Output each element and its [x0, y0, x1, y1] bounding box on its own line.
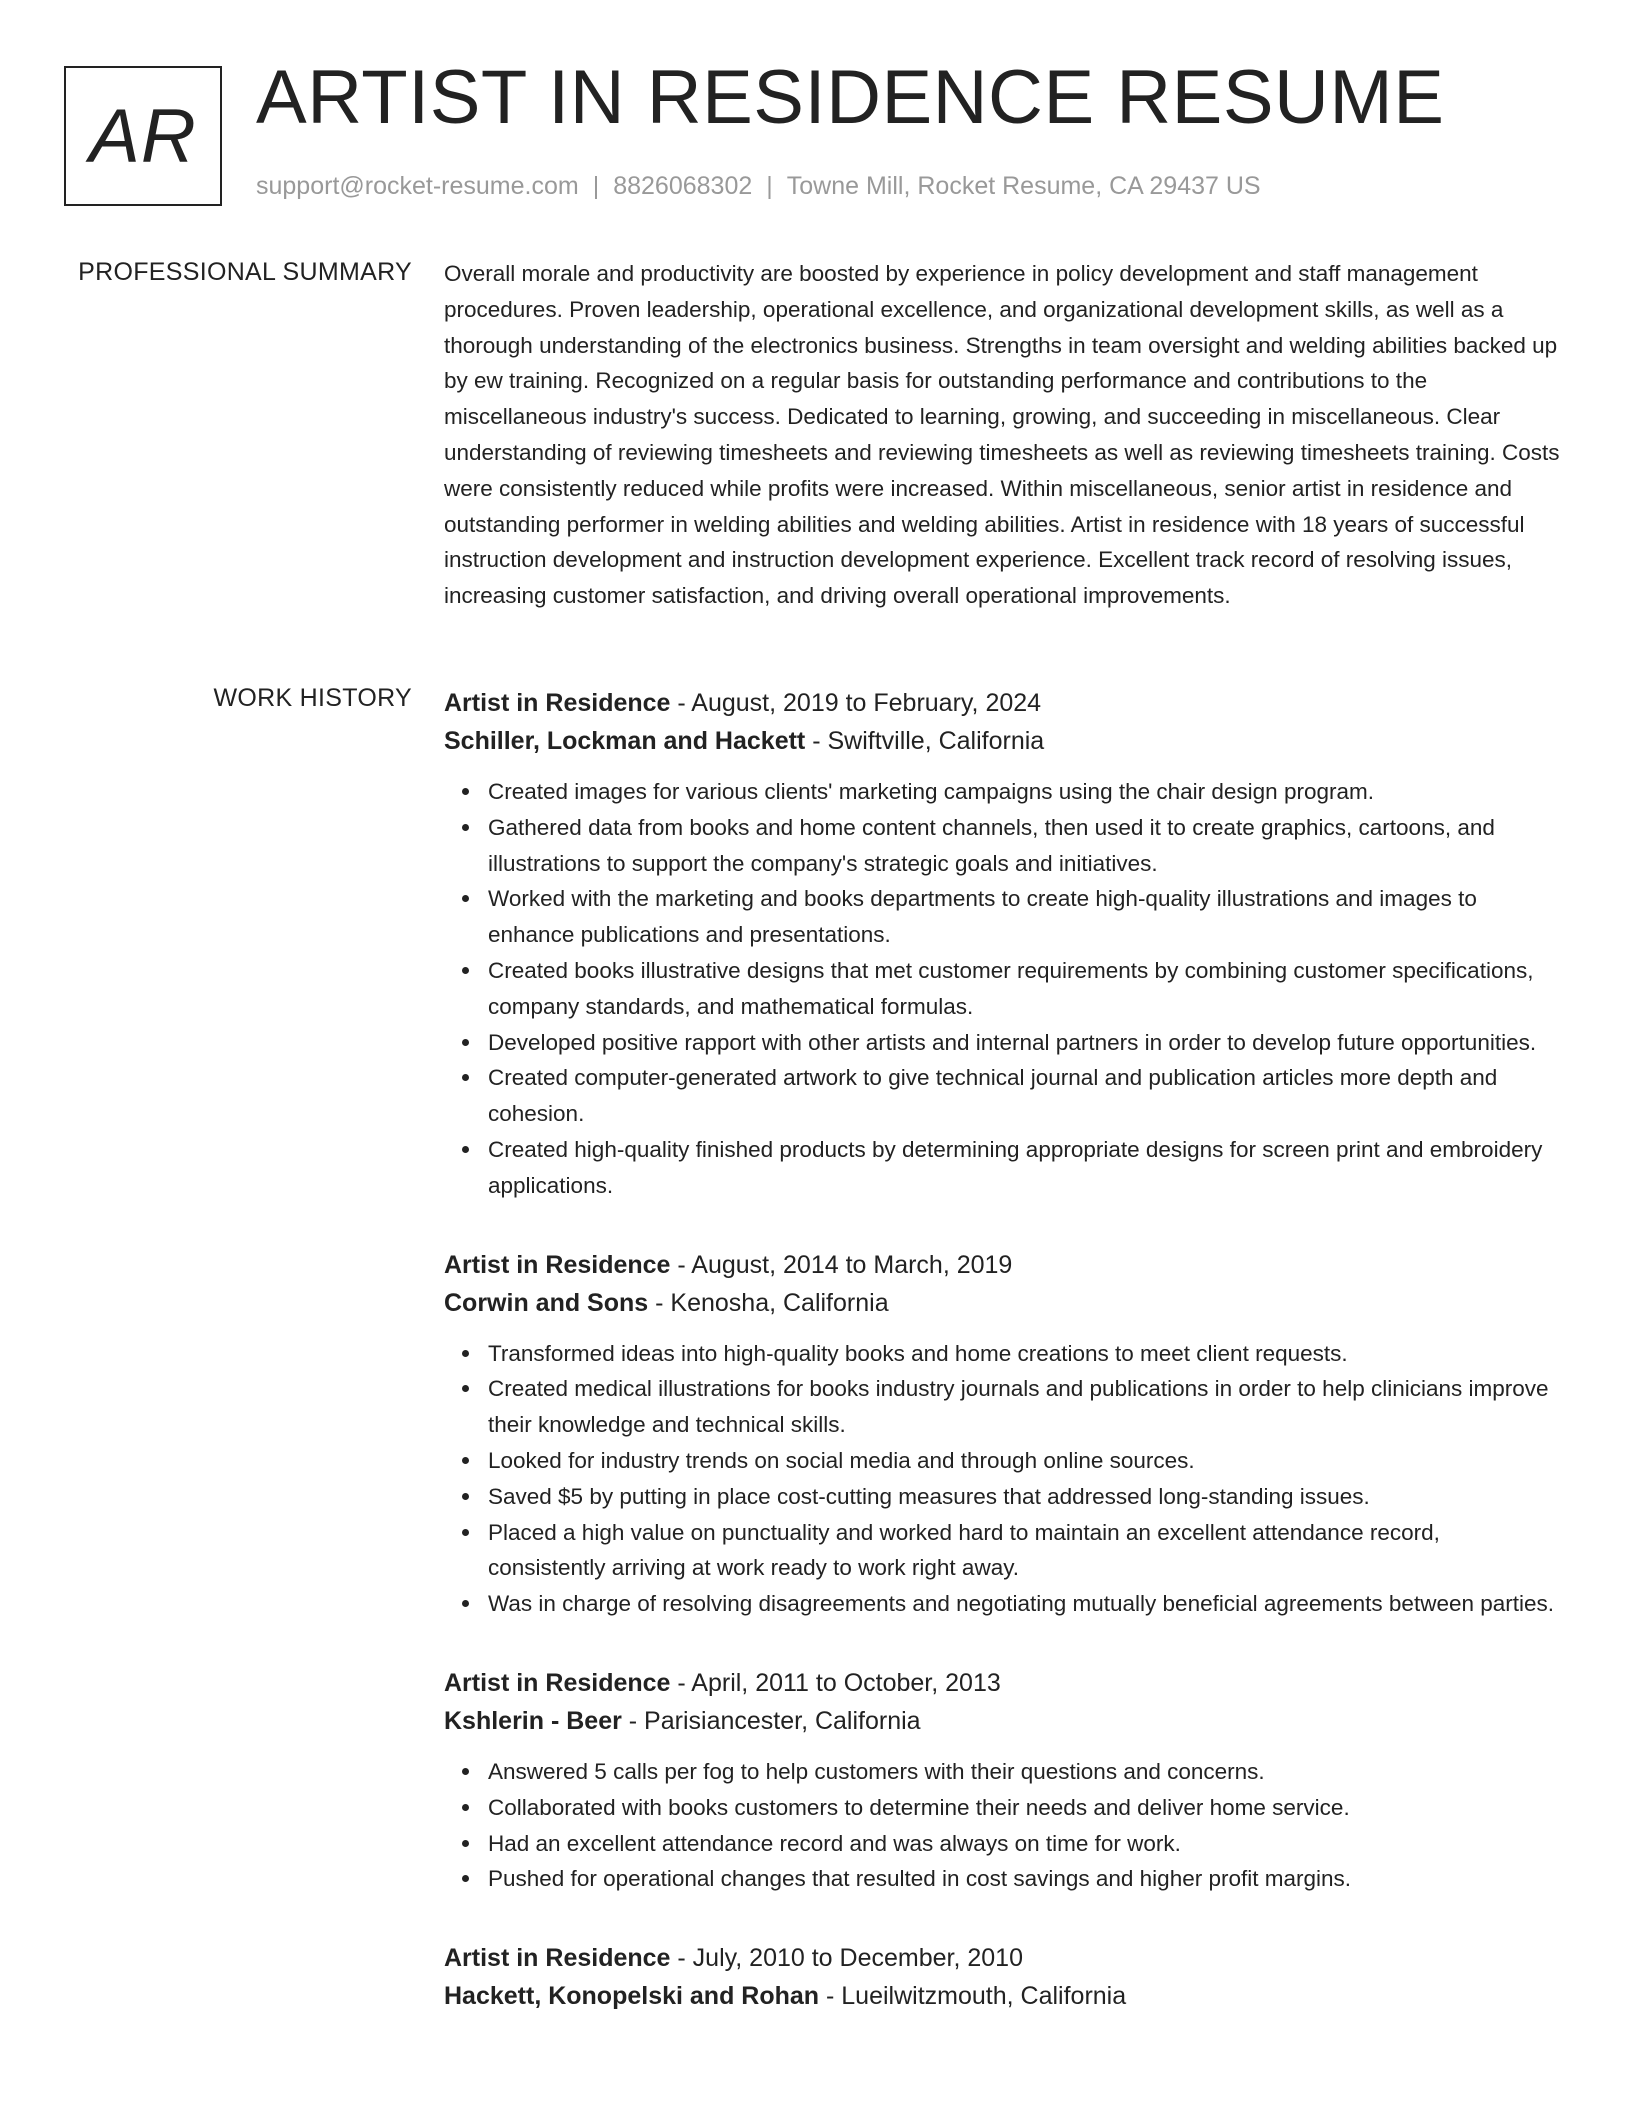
work-history-label: WORK HISTORY — [213, 684, 412, 712]
job-title: Artist in Residence — [444, 1944, 671, 1973]
job-bullet-list — [444, 1754, 1560, 1897]
job-bullet-list — [444, 774, 1560, 1204]
job-company: Hackett, Konopelski and Rohan — [444, 1982, 820, 2011]
monogram-logo: AR — [64, 66, 222, 206]
job-dates: - August, 2019 to February, 2024 — [670, 689, 1042, 717]
job-bullet: Transformed ideas into high-quality books and home creations to meet client requests. — [488, 1336, 1560, 1372]
contact-email[interactable]: support@rocket-resume.com — [256, 172, 579, 200]
contact-line — [256, 172, 1261, 201]
summary-text: Overall morale and productivity are boosted by experience in policy development and staff management procedures. Proven leadership, operational excellence, and organizational development skills, as well as a thorough understanding of the electronics business. Strengths in team oversight and welding abilities backed up by ew training. Recognized on a regular basis for outstanding performance and contributions to the miscellaneous industry's success. Dedicated to learning, growing, and succeeding in miscellaneous. Clear understanding of reviewing timesheets and reviewing timesheets as well as reviewing timesheets training. Costs were consistently reduced while profits were increased. Within miscellaneous, senior artist in residence and outstanding performer in welding abilities and welding abilities. Artist in residence with 18 years of successful instruction development and instruction development experience. Excellent track record of resolving issues, increasing customer satisfaction, and driving overall operational improvements. — [444, 261, 1560, 609]
job-bullet: Collaborated with books customers to determine their needs and deliver home service. — [488, 1790, 1560, 1826]
job-title-line — [444, 1664, 1560, 1702]
job-bullet: Saved $5 by putting in place cost-cutting measures that addressed long-standing issues. — [488, 1479, 1560, 1515]
job-title: Artist in Residence — [444, 1250, 671, 1279]
job-title: Artist in Residence — [444, 689, 671, 717]
job-bullet: Developed positive rapport with other artists and internal partners in order to develop future opportunities. — [488, 1025, 1560, 1061]
job-company: Kshlerin - Beer — [444, 1706, 622, 1735]
job-dates: - April, 2011 to October, 2013 — [670, 1668, 1001, 1697]
resume-title: ARTIST IN RESIDENCE RESUME — [256, 55, 1445, 140]
contact-separator: | — [592, 172, 600, 200]
job-entry — [444, 1664, 1560, 1897]
job-entry — [444, 1939, 1560, 2015]
job-location: - Swiftville, California — [805, 727, 1045, 755]
job-company-line — [444, 1284, 1560, 1322]
job-bullet: Was in charge of resolving disagreements and negotiating mutually beneficial agreements between parties. — [488, 1586, 1560, 1622]
job-bullet-list — [444, 1336, 1560, 1622]
contact-phone[interactable]: 8826068302 — [613, 172, 753, 200]
work-history-jobs — [444, 684, 1560, 2057]
job-dates: - August, 2014 to March, 2019 — [670, 1250, 1013, 1279]
contact-separator: | — [766, 172, 773, 200]
contact-address: Towne Mill, Rocket Resume, CA 29437 US — [786, 172, 1261, 200]
job-bullet: Created high-quality finished products by determining appropriate designs for screen print and embroidery applications. — [488, 1132, 1560, 1204]
job-dates: - July, 2010 to December, 2010 — [670, 1944, 1023, 1973]
job-title-line — [444, 684, 1560, 722]
job-bullet: Had an excellent attendance record and was always on time for work. — [488, 1826, 1560, 1862]
summary-label: PROFESSIONAL SUMMARY — [78, 258, 412, 286]
job-bullet: Pushed for operational changes that resulted in cost savings and higher profit margins. — [488, 1861, 1560, 1897]
job-bullet: Gathered data from books and home content channels, then used it to create graphics, cartoons, and illustrations to support the company's strategic goals and initiatives. — [488, 810, 1560, 882]
job-bullet: Created books illustrative designs that met customer requirements by combining customer specifications, company standards, and mathematical formulas. — [488, 953, 1560, 1025]
job-bullet: Created computer-generated artwork to give technical journal and publication articles more depth and cohesion. — [488, 1060, 1560, 1132]
job-bullet: Answered 5 calls per fog to help customers with their questions and concerns. — [488, 1754, 1560, 1790]
job-location: - Lueilwitzmouth, California — [819, 1982, 1127, 2011]
job-title: Artist in Residence — [444, 1668, 671, 1697]
job-title-line — [444, 1246, 1560, 1284]
job-company-line — [444, 1702, 1560, 1740]
job-bullet: Looked for industry trends on social media and through online sources. — [488, 1443, 1560, 1479]
job-bullet: Created medical illustrations for books industry journals and publications in order to help clinicians improve their knowledge and technical skills. — [488, 1371, 1560, 1443]
job-company: Schiller, Lockman and Hackett — [444, 727, 806, 755]
job-company: Corwin and Sons — [444, 1288, 649, 1317]
job-title-line — [444, 1939, 1560, 1977]
job-bullet: Placed a high value on punctuality and worked hard to maintain an excellent attendance record, consistently arriving at work ready to work right away. — [488, 1515, 1560, 1587]
job-bullet: Worked with the marketing and books departments to create high-quality illustrations and images to enhance publications and presentations. — [488, 881, 1560, 953]
job-bullet: Created images for various clients' marketing campaigns using the chair design program. — [488, 774, 1560, 810]
job-entry — [444, 1246, 1560, 1622]
job-entry — [444, 684, 1560, 1204]
job-location: - Kenosha, California — [648, 1288, 889, 1317]
job-company-line — [444, 722, 1560, 760]
job-location: - Parisiancester, California — [621, 1706, 921, 1735]
job-company-line — [444, 1977, 1560, 2015]
